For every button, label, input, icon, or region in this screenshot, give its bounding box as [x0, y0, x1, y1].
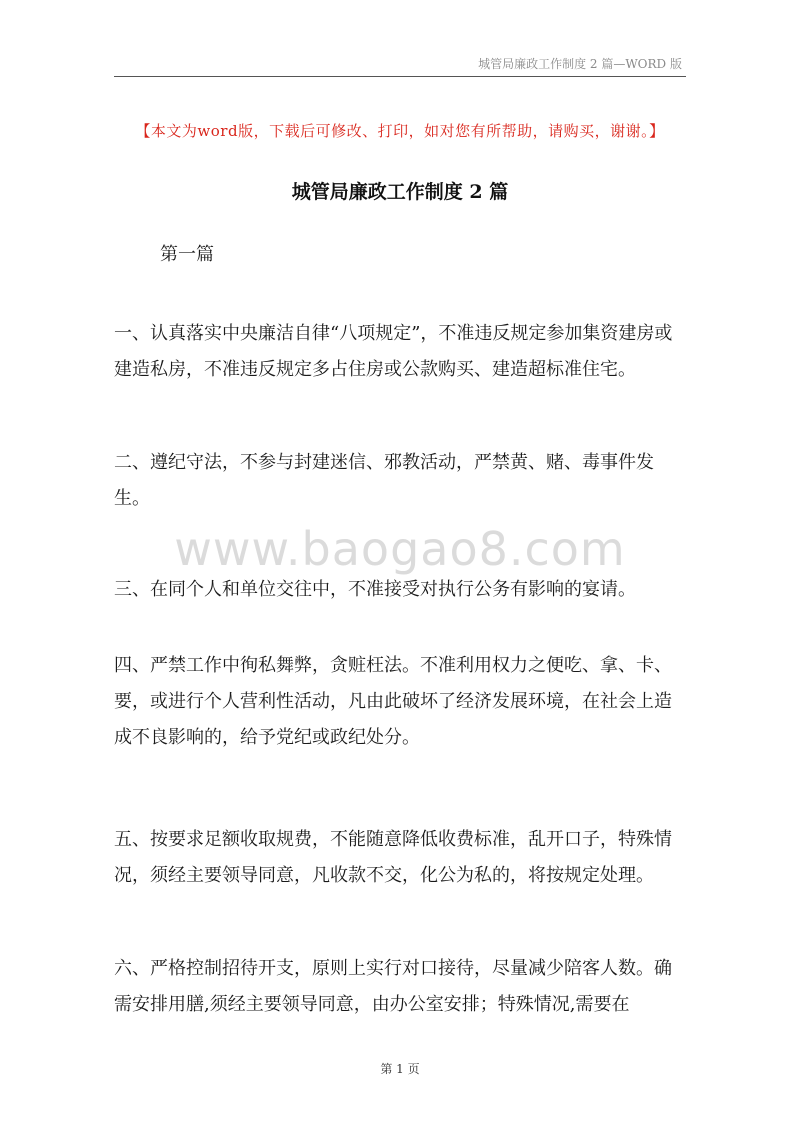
page-number: 第 1 页	[380, 1062, 420, 1076]
section-label: 第一篇	[160, 244, 214, 265]
paragraph-5: 五、按要求足额收取规费，不能随意降低收费标准，乱开口子，特殊情况，须经主要领导同意，凡收款不交，化公为私的，将按规定处理。	[114, 829, 672, 886]
paragraph-4: 四、严禁工作中徇私舞弊，贪赃枉法。不准利用权力之便吃、拿、卡、要，或进行个人营利性活动，凡由此破坏了经济发展环境，在社会上造成不良影响的，给予党纪或政纪处分。	[114, 655, 672, 748]
watermark: www.baogao8.com	[174, 522, 626, 576]
purchase-notice: 【本文为word版，下载后可修改、打印，如对您有所帮助，请购买，谢谢。】	[135, 122, 665, 140]
paragraph-2: 二、遵纪守法，不参与封建迷信、邪教活动，严禁黄、赌、毒事件发生。	[114, 452, 654, 509]
running-header: 城管局廉政工作制度 2 篇—WORD 版	[478, 57, 682, 71]
header-divider	[114, 76, 686, 77]
paragraph-1: 一、认真落实中央廉洁自律“八项规定”，不准违反规定参加集资建房或建造私房，不准违反规定多占住房或公款购买、建造超标准住宅。	[114, 323, 673, 380]
paragraph-6: 六、严格控制招待开支，原则上实行对口接待，尽量减少陪客人数。确需安排用膳,须经主要领导同意，由办公室安排；特殊情况,需要在	[114, 958, 672, 1015]
document-title: 城管局廉政工作制度 2 篇	[291, 181, 509, 203]
paragraph-3: 三、在同个人和单位交往中，不准接受对执行公务有影响的宴请。	[114, 579, 636, 600]
